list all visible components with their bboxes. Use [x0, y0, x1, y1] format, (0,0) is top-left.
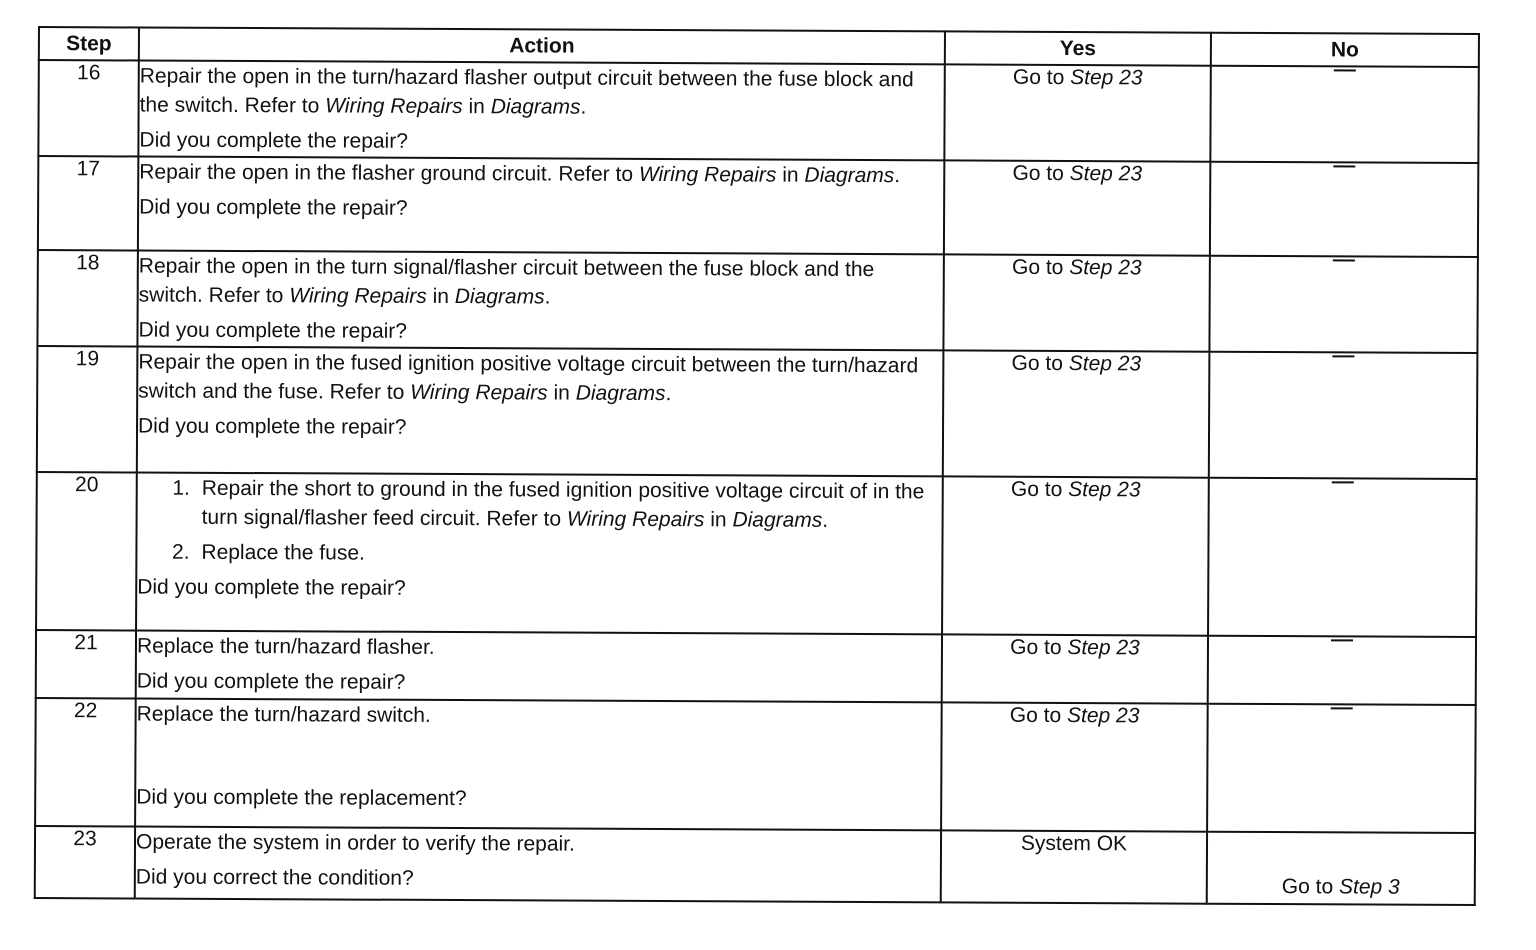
dash-mark	[1333, 259, 1355, 261]
action-question: Did you complete the repair?	[138, 318, 408, 343]
reference-link: Diagrams	[732, 508, 823, 532]
step-number: 17	[38, 156, 138, 250]
no-result	[1209, 256, 1477, 353]
no-result	[1208, 478, 1477, 637]
action-cell	[138, 60, 944, 160]
step-reference: Step 23	[1066, 704, 1140, 728]
action-statement: Repair the open in the turn/hazard flasher output circuit between the fuse block and the switch. Refer to Wiring Repairs in Diagrams.	[139, 64, 914, 119]
step-reference: Step 23	[1069, 162, 1143, 186]
no-result	[1208, 636, 1476, 705]
yes-result: Go to Step 23	[943, 350, 1210, 477]
action-statement: Repair the open in the flasher ground circuit. Refer to Wiring Repairs in Diagrams.	[139, 160, 901, 188]
dash-mark	[1333, 165, 1355, 167]
table-row	[37, 250, 1477, 353]
action-statement: Repair the open in the fused ignition positive voltage circuit between the turn/hazard switch and the fuse. Refer to Wiring Repairs in Diagrams.	[138, 350, 919, 406]
reference-link: Diagrams	[575, 381, 666, 406]
step-reference: Step 23	[1067, 636, 1140, 660]
yes-result: Go to Step 23	[944, 160, 1210, 255]
table-row	[38, 156, 1478, 257]
action-cell	[136, 630, 942, 702]
yes-result: Go to Step 23	[943, 254, 1209, 351]
step-number: 20	[36, 472, 137, 630]
action-steps-list	[137, 473, 941, 570]
dash-mark	[1332, 481, 1354, 483]
table-row	[35, 698, 1476, 833]
action-cell	[137, 250, 943, 350]
reference-link: Wiring Repairs	[325, 94, 463, 119]
yes-result: Go to Step 23	[944, 64, 1210, 161]
action-cell	[135, 698, 942, 830]
action-question: Did you complete the repair?	[139, 195, 408, 220]
yes-result: Go to Step 23	[941, 702, 1208, 831]
step-number: 18	[37, 250, 137, 346]
action-statement: Replace the turn/hazard flasher.	[136, 634, 435, 659]
step-reference: Step 23	[1069, 256, 1142, 280]
reference-link: Wiring Repairs	[289, 284, 427, 308]
dash-mark	[1331, 707, 1353, 709]
action-cell	[136, 472, 943, 634]
reference-link: Diagrams	[454, 285, 545, 309]
reference-link: Diagrams	[490, 95, 581, 119]
table-row	[35, 826, 1475, 905]
step-reference: Step 23	[1068, 478, 1141, 502]
yes-result: System OK	[941, 830, 1207, 903]
diagnostic-table	[34, 26, 1480, 906]
reference-link: Wiring Repairs	[566, 507, 705, 532]
step-reference: Step 23	[1068, 352, 1142, 376]
no-result	[1207, 704, 1476, 833]
action-question: Did you complete the replacement?	[136, 785, 467, 811]
step-number: 21	[36, 630, 136, 698]
step-number: 23	[35, 826, 135, 898]
no-result	[1210, 162, 1478, 257]
action-cell	[135, 826, 941, 902]
dash-mark	[1334, 69, 1356, 71]
no-result: Go to Step 3	[1207, 832, 1475, 905]
action-cell	[138, 156, 944, 254]
header-yes: Yes	[945, 31, 1211, 65]
table-row	[36, 472, 1477, 637]
step-number: 22	[35, 698, 136, 826]
yes-result: Go to Step 23	[942, 634, 1208, 703]
reference-link: Diagrams	[804, 163, 895, 188]
step-number: 16	[38, 60, 138, 156]
spacer	[136, 728, 940, 780]
action-statement: Repair the open in the turn signal/flasher circuit between the fuse block and the switch. Refer to Wiring Repairs in Diagrams.	[138, 254, 875, 309]
table-row	[37, 346, 1478, 479]
action-step-item: 2. Replace the fuse.	[195, 538, 941, 571]
step-reference: Step 23	[1070, 66, 1143, 90]
action-statement: Replace the turn/hazard switch.	[136, 702, 431, 727]
step-number: 19	[37, 346, 138, 472]
no-result	[1210, 66, 1478, 163]
header-step: Step	[39, 27, 139, 60]
table-row	[38, 60, 1478, 163]
action-question: Did you complete the repair?	[137, 414, 407, 439]
action-question: Did you complete the repair?	[136, 669, 406, 694]
table-row	[36, 630, 1476, 705]
action-statement: Operate the system in order to verify the repair.	[135, 830, 575, 856]
header-action: Action	[139, 27, 945, 64]
header-no: No	[1211, 33, 1479, 67]
reference-link: Wiring Repairs	[410, 380, 548, 405]
yes-result: Go to Step 23	[942, 476, 1209, 635]
dash-mark	[1332, 355, 1354, 357]
action-step-item: 1. Repair the short to ground in the fused ignition positive voltage circuit of in the turn signal/flasher feed circuit. Refer to Wiring Repairs in Diagrams.	[196, 474, 942, 536]
action-question: Did you correct the condition?	[135, 865, 414, 890]
dash-mark	[1331, 639, 1353, 641]
action-question: Did you complete the repair?	[137, 575, 406, 600]
reference-link: Wiring Repairs	[638, 162, 777, 187]
action-question: Did you complete the repair?	[139, 128, 408, 153]
no-result	[1209, 352, 1478, 479]
action-cell	[137, 346, 944, 476]
step-reference: Step 3	[1338, 875, 1400, 899]
